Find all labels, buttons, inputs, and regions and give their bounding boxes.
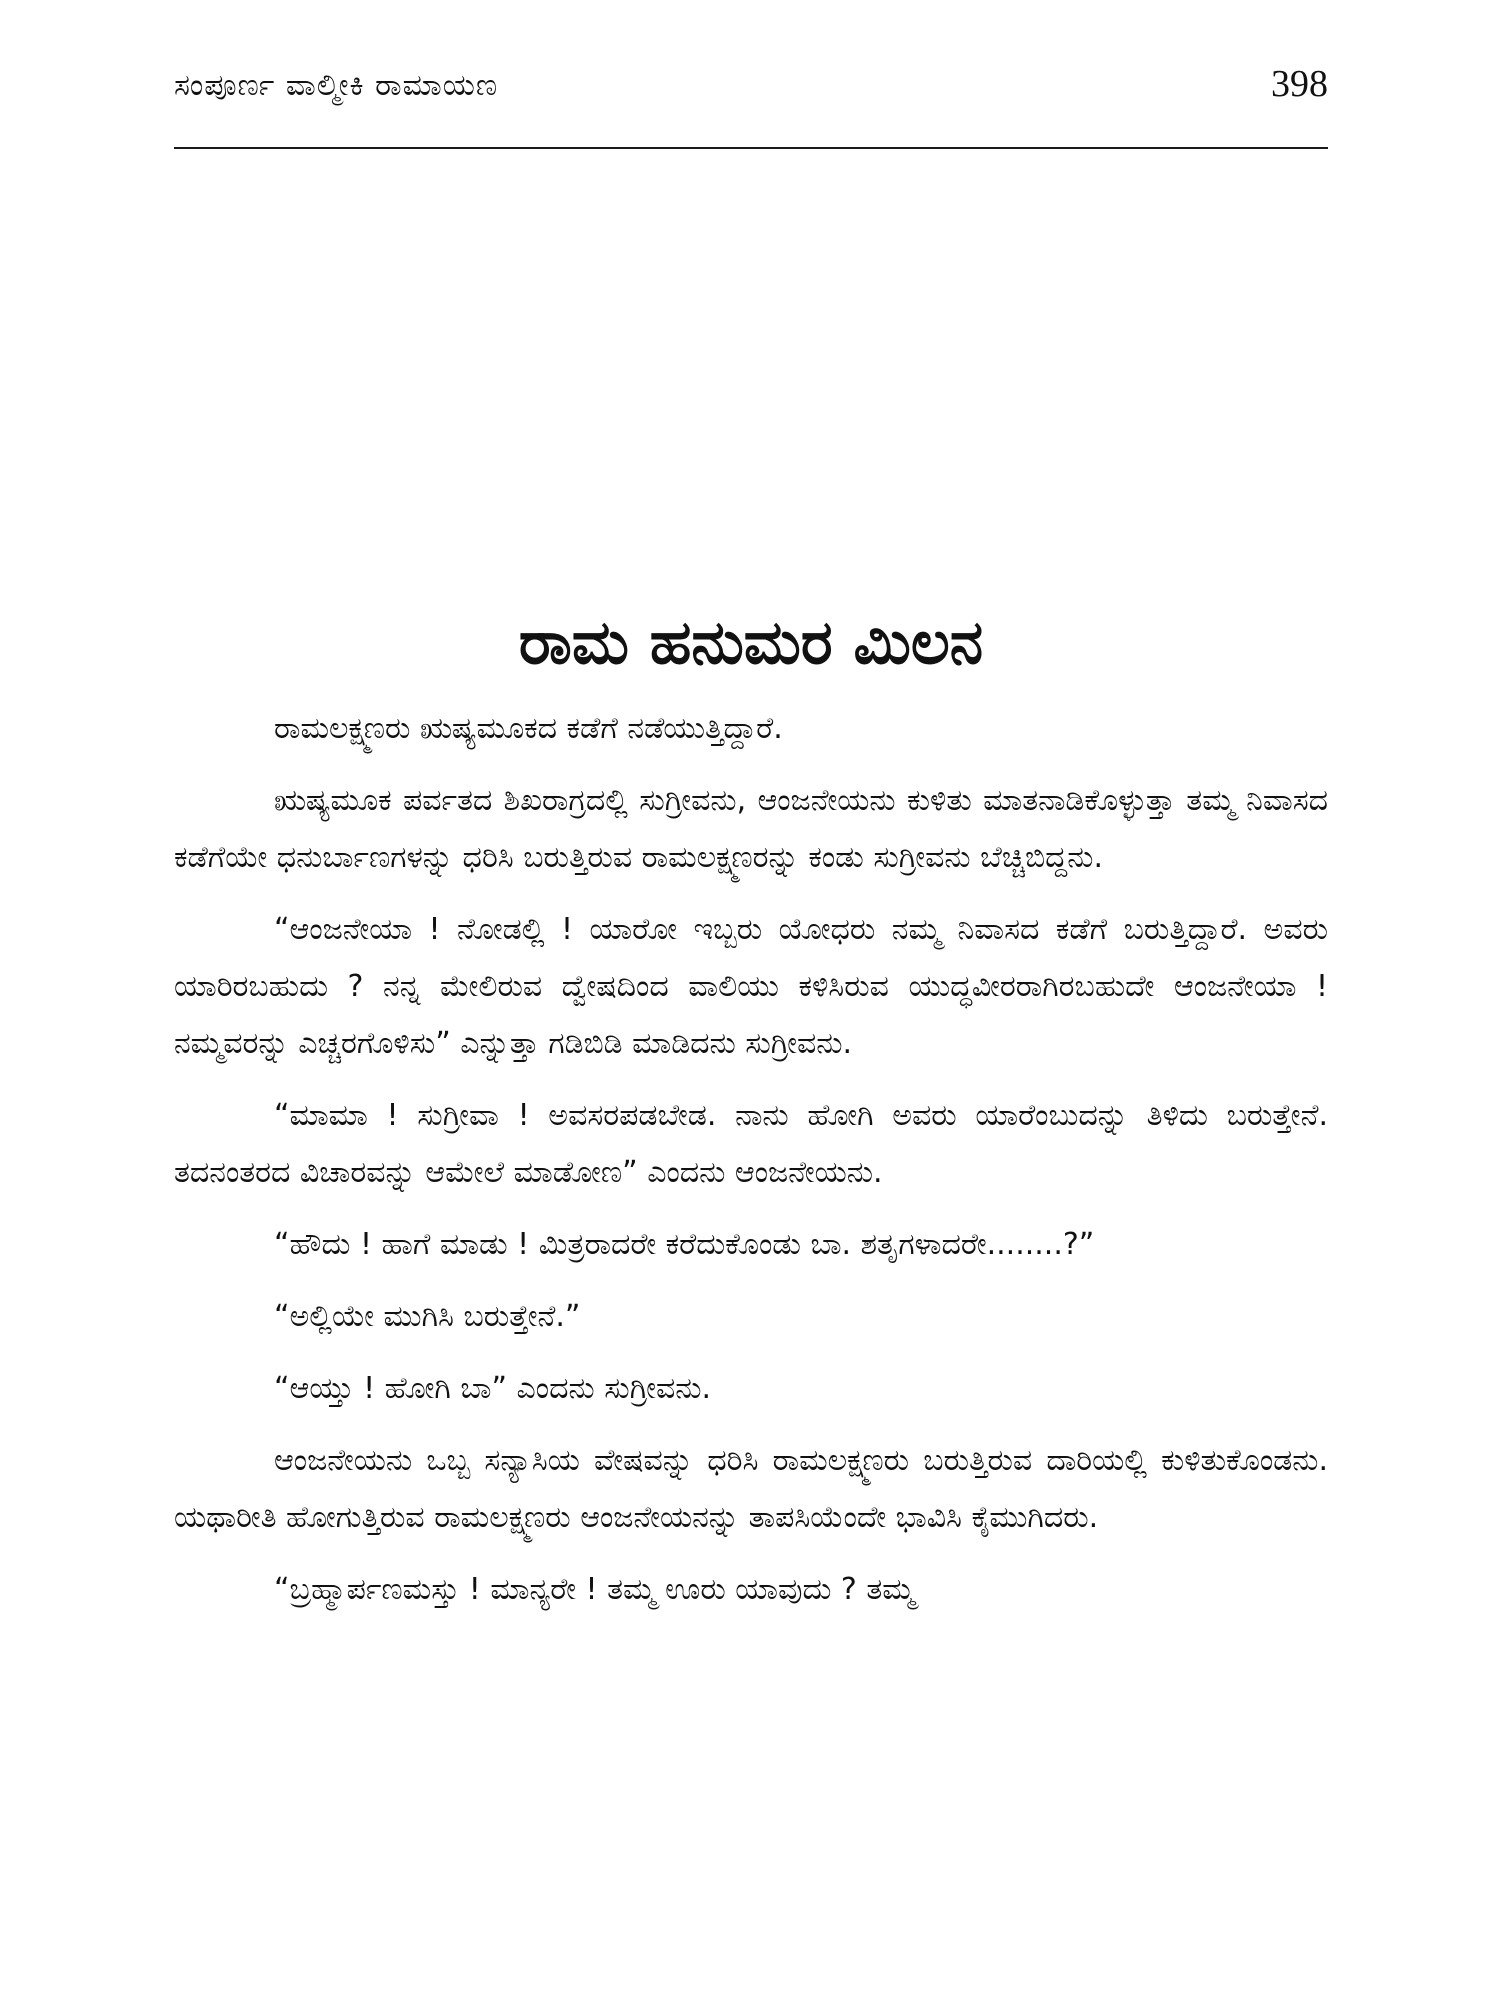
page-number: 398 — [1271, 63, 1328, 105]
paragraph: “ಬ್ರಹ್ಮಾರ್ಪಣಮಸ್ತು ! ಮಾನ್ಯರೇ ! ತಮ್ಮ ಊರು ಯಾವುದು ? ತಮ್ಮ — [274, 1572, 915, 1607]
paragraph: “ಮಾಮಾ ! ಸುಗ್ರೀವಾ ! ಅವಸರಪಡಬೇಡ. ನಾನು ಹೋಗಿ ಅವರು ಯಾರೆಂಬುದನ್ನು ತಿಳಿದು ಬರುತ್ತೇನೆ. ತದನಂತರದ ವಿಚಾರವನ್ನು ಆಮೇಲೆ ಮಾಡೋಣ” ಎಂದನು ಆಂಜನೇಯನು. — [174, 1098, 1328, 1190]
paragraph: ಆಂಜನೇಯನು ಒಬ್ಬ ಸನ್ಯಾಸಿಯ ವೇಷವನ್ನು ಧರಿಸಿ ರಾಮಲಕ್ಷ್ಮಣರು ಬರುತ್ತಿರುವ ದಾರಿಯಲ್ಲಿ ಕುಳಿತುಕೊಂಡನು. ಯಥಾರೀತಿ ಹೋಗುತ್ತಿರುವ ರಾಮಲಕ್ಷ್ಮಣರು ಆಂಜನೇಯನನ್ನು ತಾಪಸಿಯೆಂದೇ ಭಾವಿಸಿ ಕೈಮುಗಿದರು. — [174, 1443, 1328, 1535]
paragraph: “ಆಯ್ತು ! ಹೋಗಿ ಬಾ” ಎಂದನು ಸುಗ್ರೀವನು. — [274, 1371, 712, 1406]
chapter-title: ರಾಮ ಹನುಮರ ಮಿಲನ — [518, 608, 984, 679]
header-rule — [174, 147, 1328, 149]
book-title: ಸಂಪೂರ್ಣ ವಾಲ್ಮೀಕಿ ರಾಮಾಯಣ — [174, 68, 499, 103]
paragraph: ಋಷ್ಯಮೂಕ ಪರ್ವತದ ಶಿಖರಾಗ್ರದಲ್ಲಿ ಸುಗ್ರೀವನು, ಆಂಜನೇಯನು ಕುಳಿತು ಮಾತನಾಡಿಕೊಳ್ಳುತ್ತಾ ತಮ್ಮ ನಿವಾಸದ ಕಡೆಗೆಯೇ ಧನುರ್ಬಾಣಗಳನ್ನು ಧರಿಸಿ ಬರುತ್ತಿರುವ ರಾಮಲಕ್ಷ್ಮಣರನ್ನು ಕಂಡು ಸುಗ್ರೀವನು ಬೆಚ್ಚಿಬಿದ್ದನು. — [174, 783, 1328, 875]
paragraph: “ಹೌದು ! ಹಾಗೆ ಮಾಡು ! ಮಿತ್ರರಾದರೇ ಕರೆದುಕೊಂಡು ಬಾ. ಶತೃಗಳಾದರೇ........?” — [274, 1227, 1095, 1262]
paragraph: “ಅಲ್ಲಿಯೇ ಮುಗಿಸಿ ಬರುತ್ತೇನೆ.” — [274, 1299, 581, 1334]
body-text — [174, 700, 1328, 1633]
paragraph: “ಆಂಜನೇಯಾ ! ನೋಡಲ್ಲಿ ! ಯಾರೋ ಇಬ್ಬರು ಯೋಧರು ನಮ್ಮ ನಿವಾಸದ ಕಡೆಗೆ ಬರುತ್ತಿದ್ದಾರೆ. ಅವರು ಯಾರಿರಬಹುದು ? ನನ್ನ ಮೇಲಿರುವ ದ್ವೇಷದಿಂದ ವಾಲಿಯು ಕಳಿಸಿರುವ ಯುದ್ಧವೀರರಾಗಿರಬಹುದೇ ಆಂಜನೇಯಾ ! ನಮ್ಮವರನ್ನು ಎಚ್ಚರಗೊಳಿಸು” ಎನ್ನುತ್ತಾ ಗಡಿಬಿಡಿ ಮಾಡಿದನು ಸುಗ್ರೀವನು. — [174, 912, 1328, 1061]
running-header — [174, 62, 1328, 112]
paragraph: ರಾಮಲಕ್ಷ್ಮಣರು ಋಷ್ಯಮೂಕದ ಕಡೆಗೆ ನಡೆಯುತ್ತಿದ್ದಾರೆ. — [274, 711, 783, 746]
